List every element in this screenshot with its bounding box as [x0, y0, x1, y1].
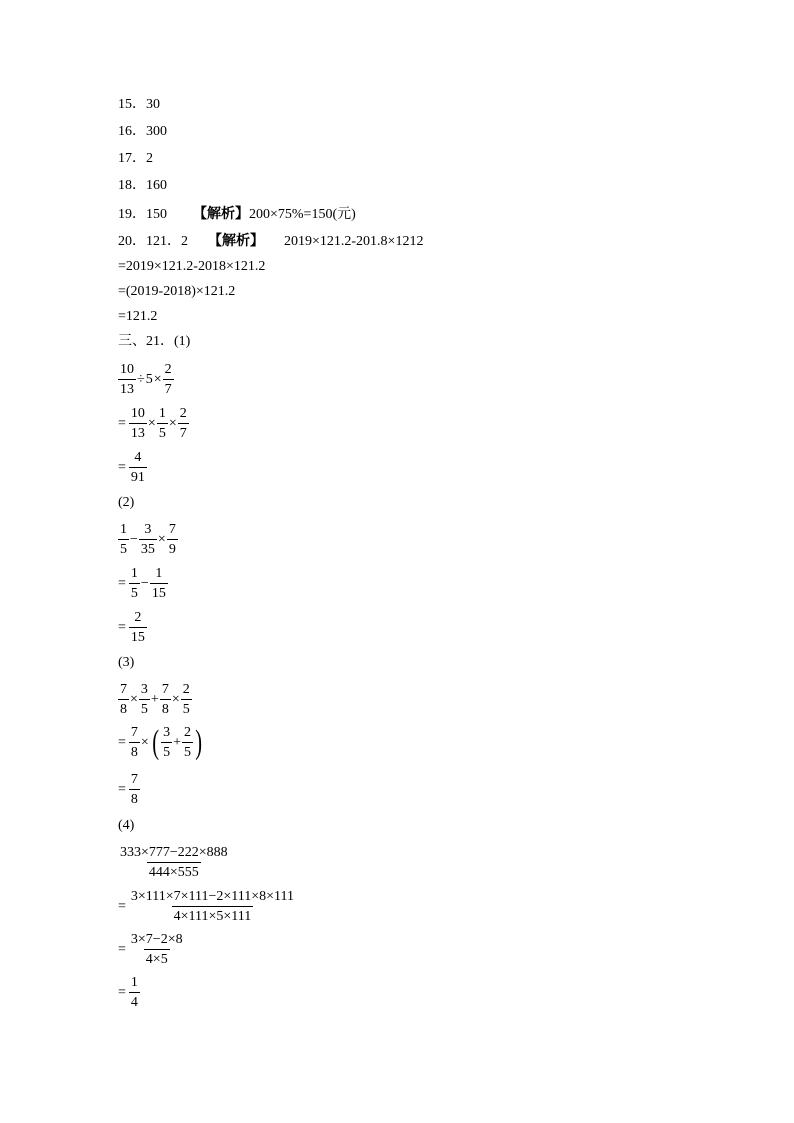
- part-label-4: (4): [118, 818, 135, 833]
- answer-17: 17．2: [118, 151, 153, 166]
- p1-step: = $\frac{10}{13}$ × $\frac{1}{5}$ × $\frac{2}{7}$: [118, 406, 187, 441]
- fraction: $\frac{1}{4}$: [130, 975, 138, 1010]
- fraction: $\frac{2}{15}$: [130, 610, 145, 645]
- p3-result: = $\frac{7}{8}$: [118, 772, 138, 807]
- p1-expression: $\frac{10}{13}$ ÷ 5 × $\frac{2}{7}$: [120, 362, 172, 397]
- fraction: $\frac{4}{91}$: [130, 450, 145, 485]
- part-label-3: (3): [118, 655, 135, 670]
- fraction: $\frac{1}{5}$: [158, 406, 166, 441]
- p4-step: = $\frac{3\times 7-2\times 8}{4\times 5}$: [118, 932, 183, 967]
- answer-19: 19．150 【解析】200×75%=150(元): [118, 206, 356, 222]
- fraction: $\frac{10}{13}$: [120, 362, 134, 397]
- fraction: $\frac{2}{7}$: [179, 406, 187, 441]
- p1-result: = $\frac{4}{91}$: [118, 450, 145, 485]
- fraction: $\frac{2}{5}$: [182, 682, 190, 717]
- answer-16: 16．300: [118, 124, 167, 139]
- answer-20-step: =2019×121.2-2018×121.2: [118, 259, 266, 274]
- fraction: $\frac{7}{8}$: [130, 725, 138, 760]
- part-label-2: (2): [118, 495, 135, 510]
- fraction: $\frac{3\times 7-2\times 8}{4\times 5}$: [130, 932, 183, 967]
- fraction: $\frac{2}{7}$: [164, 362, 172, 397]
- fraction: $\frac{3\times 111\times 7\times 111-2\times 111\times 8\times 111}{4\times 111\times 5\times 111}$: [130, 889, 295, 924]
- fraction: $\frac{333\times 777-222\times 888}{444\times 555}$: [120, 845, 228, 880]
- section-heading: 三、21．(1): [118, 334, 191, 349]
- fraction: $\frac{1}{15}$: [151, 566, 166, 601]
- p2-step: = $\frac{1}{5}$ − $\frac{1}{15}$: [118, 566, 166, 601]
- fraction: $\frac{7}{8}$: [130, 772, 138, 807]
- fraction: $\frac{1}{5}$: [130, 566, 138, 601]
- analysis-tag: 【解析】: [208, 233, 264, 249]
- p2-expression: $\frac{1}{5}$ − $\frac{3}{35}$ × $\frac{7}{9}$: [120, 522, 176, 557]
- fraction: $\frac{1}{5}$: [120, 522, 127, 557]
- p4-step: = $\frac{3\times 111\times 7\times 111-2\times 111\times 8\times 111}{4\times 111\times 5\times 111}$: [118, 889, 295, 924]
- fraction: $\frac{7}{8}$: [120, 682, 127, 717]
- answer-20-step: =121.2: [118, 309, 158, 324]
- fraction: $\frac{7}{8}$: [161, 682, 169, 717]
- fraction: $\frac{10}{13}$: [130, 406, 145, 441]
- p4-result: = $\frac{1}{4}$: [118, 975, 138, 1010]
- fraction: $\frac{7}{9}$: [168, 522, 176, 557]
- analysis-tag: 【解析】: [193, 206, 249, 222]
- p3-step: = $\frac{7}{8}$ × ( $\frac{3}{5}$ + $\frac{2}{5}$ ): [118, 723, 203, 761]
- fraction: $\frac{3}{35}$: [140, 522, 155, 557]
- answer-20: 20．121．2 【解析】 2019×121.2-201.8×1212: [118, 233, 424, 249]
- answer-15: 15．30: [118, 97, 160, 112]
- p3-expression: $\frac{7}{8}$ × $\frac{3}{5}$ + $\frac{7}{8}$ × $\frac{2}{5}$: [120, 682, 190, 717]
- fraction: $\frac{3}{5}$: [163, 725, 171, 760]
- p2-result: = $\frac{2}{15}$: [118, 610, 145, 645]
- answer-20-step: =(2019-2018)×121.2: [118, 284, 236, 299]
- fraction: $\frac{2}{5}$: [184, 725, 192, 760]
- fraction: $\frac{3}{5}$: [140, 682, 148, 717]
- p4-expression: [118, 843, 230, 882]
- answer-18: 18．160: [118, 178, 167, 193]
